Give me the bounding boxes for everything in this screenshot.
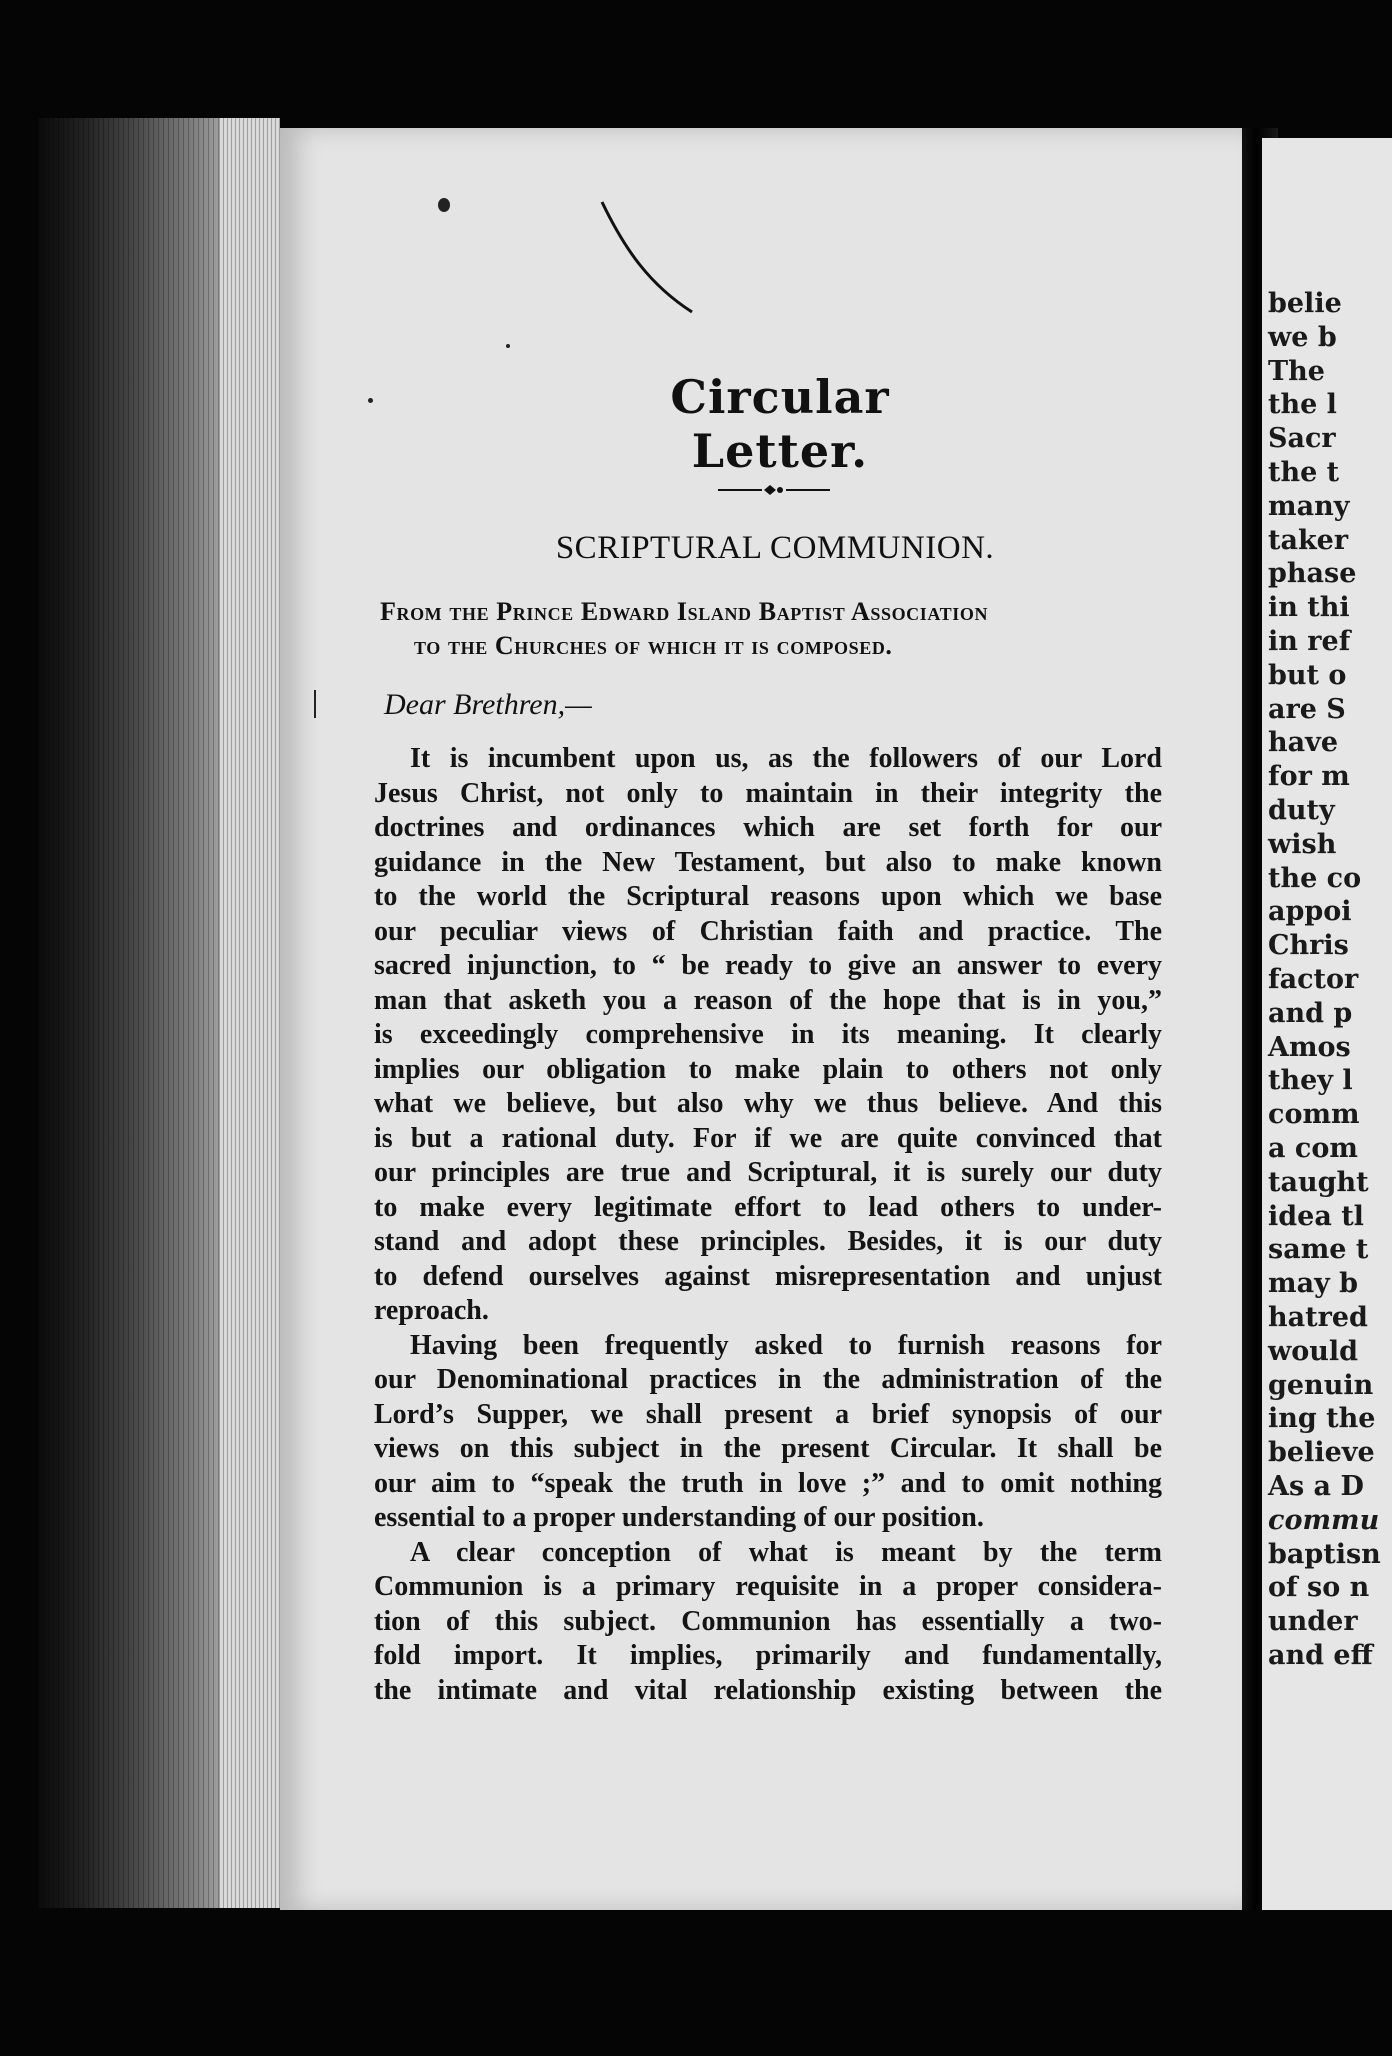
right-page-fragment: The [1268, 355, 1325, 387]
body-line: implies our obligation to make plain to others not only [374, 1053, 1162, 1085]
right-page-fragment: taker [1268, 524, 1349, 556]
body-line: man that asketh you a reason of the hope that is in you,” [374, 984, 1162, 1016]
body-line: guidance in the New Testament, but also to make known [374, 846, 1162, 878]
address-line-1: From the Prince Edward Island Baptist Association [380, 597, 989, 626]
address-line-2: to the Churches of which it is composed. [414, 631, 893, 660]
right-page-fragment: and eff [1268, 1640, 1373, 1671]
right-page-fragment: idea tl [1268, 1200, 1364, 1232]
right-page-fragment: but o [1268, 659, 1347, 691]
page-stack [220, 118, 280, 1908]
body-line: tion of this subject. Communion has essentially a two- [374, 1605, 1162, 1637]
right-page-fragment: and p [1268, 997, 1353, 1029]
pencil-mark [600, 200, 700, 320]
right-page [1262, 138, 1392, 1910]
right-page-fragment: appoi [1268, 896, 1352, 928]
body-line: the intimate and vital relationship existing between the [374, 1674, 1162, 1706]
right-page-fragment: commu [1268, 1504, 1380, 1536]
right-page-fragment: have [1268, 727, 1338, 759]
section-title: SCRIPTURAL COMMUNION. [555, 530, 995, 566]
right-page-fragment: baptisn [1268, 1538, 1381, 1570]
body-line: to defend ourselves against misrepresentation and unjust [374, 1260, 1162, 1292]
right-page-fragment: belie [1268, 288, 1342, 319]
body-line: sacred injunction, to “ be ready to give an answer to every [374, 950, 1162, 981]
ornament-divider-icon [718, 483, 830, 497]
body-line: essential to a proper understanding of our position. [374, 1502, 984, 1533]
right-page-fragment: ing the [1268, 1403, 1376, 1435]
margin-mark [314, 690, 316, 718]
body-line: our peculiar views of Christian faith and practice. The [374, 915, 1162, 947]
right-page-fragment: wish [1268, 828, 1337, 860]
right-page-fragment: they l [1268, 1065, 1353, 1097]
right-page-fragment: taught [1268, 1166, 1369, 1198]
right-page-fragment: the t [1268, 457, 1340, 488]
speck [506, 344, 510, 348]
body-line: our aim to “speak the truth in love ;” and to omit nothing [374, 1467, 1162, 1499]
body-line: fold import. It implies, primarily and fundamentally, [374, 1640, 1162, 1671]
body-line: A clear conception of what is meant by the term [410, 1536, 1162, 1568]
right-page-fragment: in thi [1268, 592, 1350, 624]
address-line [380, 595, 1170, 663]
right-page-fragment: the l [1268, 389, 1337, 421]
body-line: to make every legitimate effort to lead others to under- [374, 1191, 1162, 1223]
body-line: It is incumbent upon us, as the followers of our Lord [410, 743, 1162, 774]
right-page-fragment: may b [1268, 1268, 1359, 1300]
body-line: Communion is a primary requisite in a proper considera- [374, 1571, 1162, 1602]
right-page-fragment: in ref [1268, 626, 1351, 657]
right-page-fragment: same t [1268, 1234, 1369, 1266]
right-page-fragment: would [1268, 1335, 1359, 1367]
right-page-fragment: many [1268, 490, 1350, 522]
body-line: views on this subject in the present Circular. It shall be [374, 1433, 1162, 1464]
right-page-fragment: Amos [1268, 1031, 1351, 1063]
right-page-fragment: a com [1268, 1133, 1358, 1164]
body-line: what we believe, but also why we thus believe. And this [374, 1088, 1162, 1119]
right-page-fragment: the co [1268, 862, 1362, 894]
body-line: doctrines and ordinances which are set forth for our [374, 812, 1162, 843]
speck [438, 198, 450, 212]
right-page-fragment: we b [1268, 321, 1337, 353]
body-line: our principles are true and Scriptural, it is surely our duty [374, 1157, 1162, 1188]
right-page-fragment: phase [1268, 558, 1357, 590]
body-line: Having been frequently asked to furnish reasons for [410, 1329, 1162, 1361]
right-page-fragment: genuin [1268, 1369, 1374, 1401]
salutation: Dear Brethren,— [384, 688, 592, 721]
right-page-fragment: duty [1268, 795, 1335, 826]
right-page-fragment: are S [1268, 693, 1346, 725]
body-line: is exceedingly comprehensive in its meaning. It clearly [374, 1019, 1162, 1050]
page-title: Circular Letter. [670, 370, 890, 478]
speck [368, 398, 373, 403]
right-page-fragment: hatred [1268, 1302, 1368, 1333]
letter-body [374, 742, 1162, 1708]
right-page-fragment: factor [1268, 964, 1359, 995]
body-line: our Denominational practices in the administration of the [374, 1364, 1162, 1395]
body-line: to the world the Scriptural reasons upon which we base [374, 881, 1162, 912]
right-page-fragment: believe [1268, 1437, 1375, 1469]
body-line: reproach. [374, 1295, 489, 1326]
right-page-fragment: As a D [1268, 1471, 1364, 1502]
body-line: Jesus Christ, not only to maintain in their integrity the [374, 777, 1162, 809]
right-page-fragment: Chris [1268, 930, 1349, 962]
right-page-fragment: Sacr [1268, 423, 1336, 455]
right-page-fragment: comm [1268, 1099, 1360, 1131]
right-page-fragment: of so n [1268, 1572, 1370, 1604]
body-line: Lord’s Supper, we shall present a brief synopsis of our [374, 1398, 1162, 1430]
body-line: is but a rational duty. For if we are quite convinced that [374, 1122, 1162, 1154]
right-page-fragment: for m [1268, 761, 1350, 793]
body-line: stand and adopt these principles. Besides, it is our duty [374, 1226, 1162, 1257]
right-page-fragment: under [1268, 1606, 1358, 1638]
